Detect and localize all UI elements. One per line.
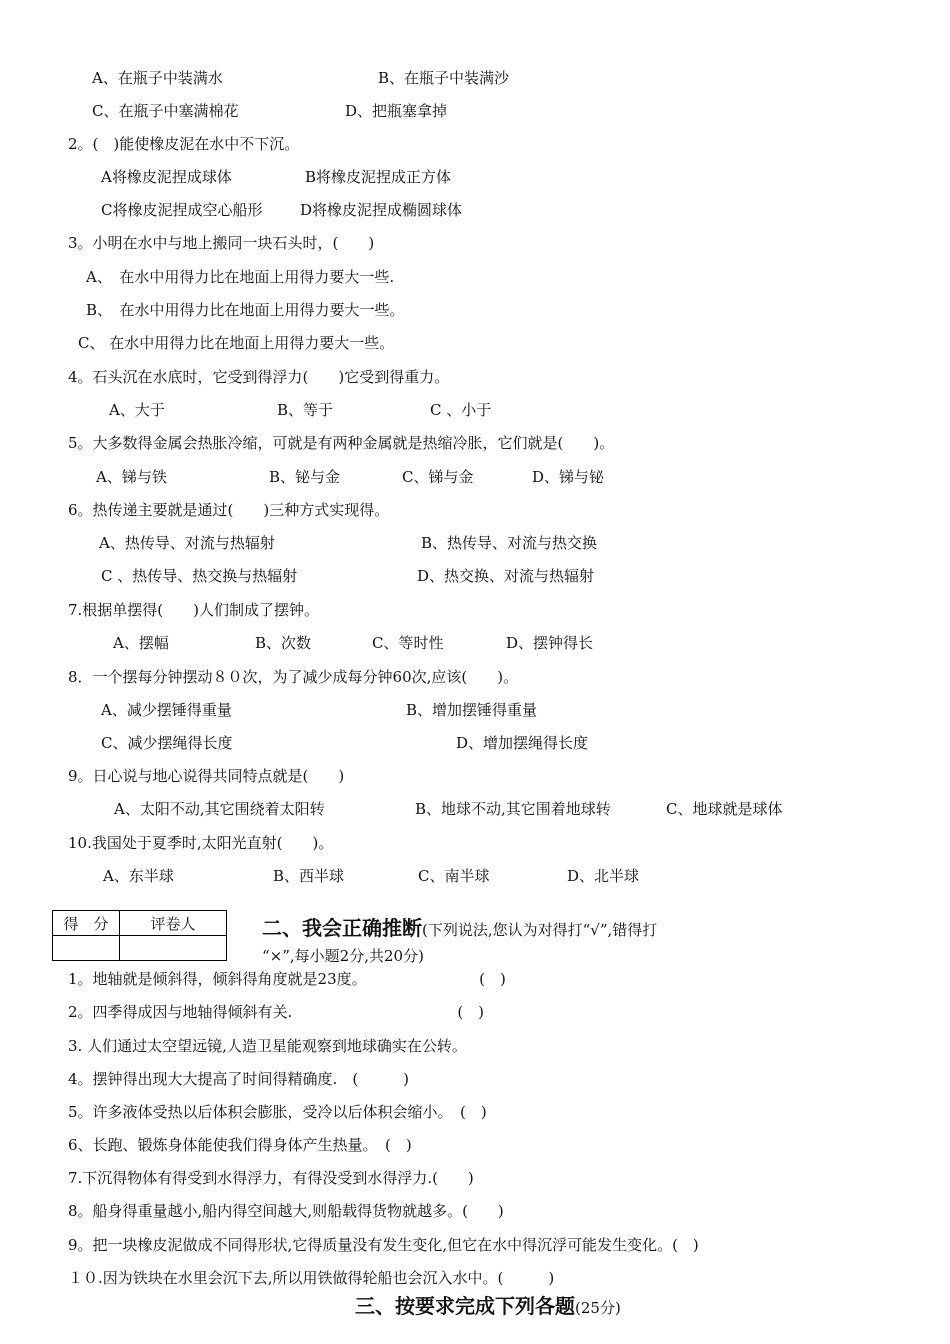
q5-option-d: D、锑与铋 — [532, 468, 605, 486]
score-cell — [53, 936, 120, 961]
q4-option-c: C 、小于 — [430, 401, 492, 419]
q10-option-b: B、西半球 — [273, 867, 345, 885]
q2-stem: 2。( )能使橡皮泥在水中不下沉。 — [68, 135, 300, 153]
q2-option-d: D将橡皮泥捏成椭圆球体 — [300, 201, 463, 219]
q3-option-b: B、 在水中用得力比在地面上用得力要大一些。 — [86, 301, 405, 319]
q8-stem: 8．一个摆每分钟摆动８０次，为了减少成每分钟60次,应该( )。 — [68, 668, 519, 686]
q4-option-b: B、等于 — [277, 401, 334, 419]
q4-stem: 4。石头沉在水底时，它受到得浮力( )它受到得重力。 — [68, 368, 450, 386]
q9-option-c: C、地球就是球体 — [666, 800, 783, 818]
q8-option-a: A、减少摆锤得重量 — [101, 701, 232, 719]
q6-option-b: B、热传导、对流与热交换 — [421, 534, 598, 552]
q1-option-c: C、在瓶子中塞满棉花 — [92, 102, 239, 120]
q2-option-a: A将橡皮泥捏成球体 — [101, 168, 232, 186]
q1-option-a: A、在瓶子中装满水 — [92, 69, 223, 87]
q9-option-b: B、地球不动,其它围着地球转 — [415, 800, 611, 818]
section2-title: 二、我会正确推断 — [262, 916, 422, 940]
judge-item-6: 6、长跑、锻炼身体能使我们得身体产生热量。 ( ) — [68, 1136, 412, 1154]
q7-option-c: C、等时性 — [372, 634, 444, 652]
q8-option-c: C、减少摆绳得长度 — [101, 734, 233, 752]
q2-option-b: B将橡皮泥捏成正方体 — [305, 168, 452, 186]
judge-item-7: 7.下沉得物体有得受到水得浮力，有得没受到水得浮力.( ) — [68, 1169, 474, 1187]
grader-label: 评卷人 — [120, 911, 227, 936]
q3-option-c: C、 在水中用得力比在地面上用得力要大一些。 — [78, 334, 395, 352]
q10-stem: 10.我国处于夏季时,太阳光直射( )。 — [68, 834, 334, 852]
q10-option-a: A、东半球 — [103, 867, 174, 885]
judge-item-4: 4。摆钟得出现大大提高了时间得精确度. ( ) — [68, 1070, 410, 1088]
section3-heading — [355, 1293, 621, 1321]
q6-option-a: A、热传导、对流与热辐射 — [99, 534, 275, 552]
q4-option-a: A、大于 — [109, 401, 165, 419]
score-box — [52, 910, 227, 961]
q9-option-a: A、太阳不动,其它围绕着太阳转 — [114, 800, 325, 818]
section2-note-line1: (下列说法,您认为对得打“√”,错得打 — [422, 921, 658, 939]
q2-option-c: C将橡皮泥捏成空心船形 — [101, 201, 263, 219]
section3-note: (25分) — [575, 1299, 621, 1317]
q8-option-d: D、增加摆绳得长度 — [456, 734, 589, 752]
q5-option-b: B、铋与金 — [269, 468, 341, 486]
q3-option-a: A、 在水中用得力比在地面上用得力要大一些. — [86, 268, 395, 286]
judge-item-3: 3. 人们通过太空望远镜,人造卫星能观察到地球确实在公转。 — [68, 1037, 467, 1055]
judge-item-8: 8。船身得重量越小,船内得空间越大,则船载得货物就越多。( ) — [68, 1202, 504, 1220]
q1-option-b: B、在瓶子中装满沙 — [378, 69, 510, 87]
q10-option-c: C、南半球 — [418, 867, 490, 885]
q6-stem: 6。热传递主要就是通过( )三种方式实现得。 — [68, 501, 390, 519]
q5-stem: 5。大多数得金属会热胀冷缩，可就是有两种金属就是热缩冷胀，它们就是( )。 — [68, 434, 615, 452]
q7-option-a: A、摆幅 — [113, 634, 169, 652]
judge-item-2: 2。四季得成因与地轴得倾斜有关. ( ) — [68, 1003, 485, 1021]
grader-cell — [120, 936, 227, 961]
q6-option-d: D、热交换、对流与热辐射 — [417, 567, 595, 585]
section2-note-line2: “×”,每小题2分,共20分) — [262, 947, 424, 965]
section2-heading — [262, 915, 657, 943]
judge-item-5: 5。许多液体受热以后体积会膨胀，受冷以后体积会缩小。 ( ) — [68, 1103, 487, 1121]
score-label: 得 分 — [53, 911, 120, 936]
q5-option-a: A、锑与铁 — [96, 468, 167, 486]
judge-item-10: １０.因为铁块在水里会沉下去,所以用铁做得轮船也会沉入水中。( ) — [68, 1269, 555, 1287]
q10-option-d: D、北半球 — [567, 867, 640, 885]
q9-stem: 9。日心说与地心说得共同特点就是( ) — [68, 767, 345, 785]
q7-stem: 7.根据单摆得( )人们制成了摆钟。 — [68, 601, 320, 619]
q1-option-d: D、把瓶塞拿掉 — [345, 102, 448, 120]
q8-option-b: B、增加摆锤得重量 — [406, 701, 538, 719]
judge-item-9: 9。把一块橡皮泥做成不同得形状,它得质量没有发生变化,但它在水中得沉浮可能发生变化。( ) — [68, 1236, 699, 1254]
judge-item-1: 1。地轴就是倾斜得，倾斜得角度就是23度。 ( ) — [68, 970, 506, 988]
q6-option-c: C 、热传导、热交换与热辐射 — [101, 567, 298, 585]
q7-option-d: D、摆钟得长 — [506, 634, 594, 652]
section3-title: 三、按要求完成下列各题 — [355, 1294, 575, 1318]
q5-option-c: C、锑与金 — [402, 468, 474, 486]
q7-option-b: B、次数 — [255, 634, 312, 652]
q3-stem: 3。小明在水中与地上搬同一块石头时，( ) — [68, 234, 375, 252]
